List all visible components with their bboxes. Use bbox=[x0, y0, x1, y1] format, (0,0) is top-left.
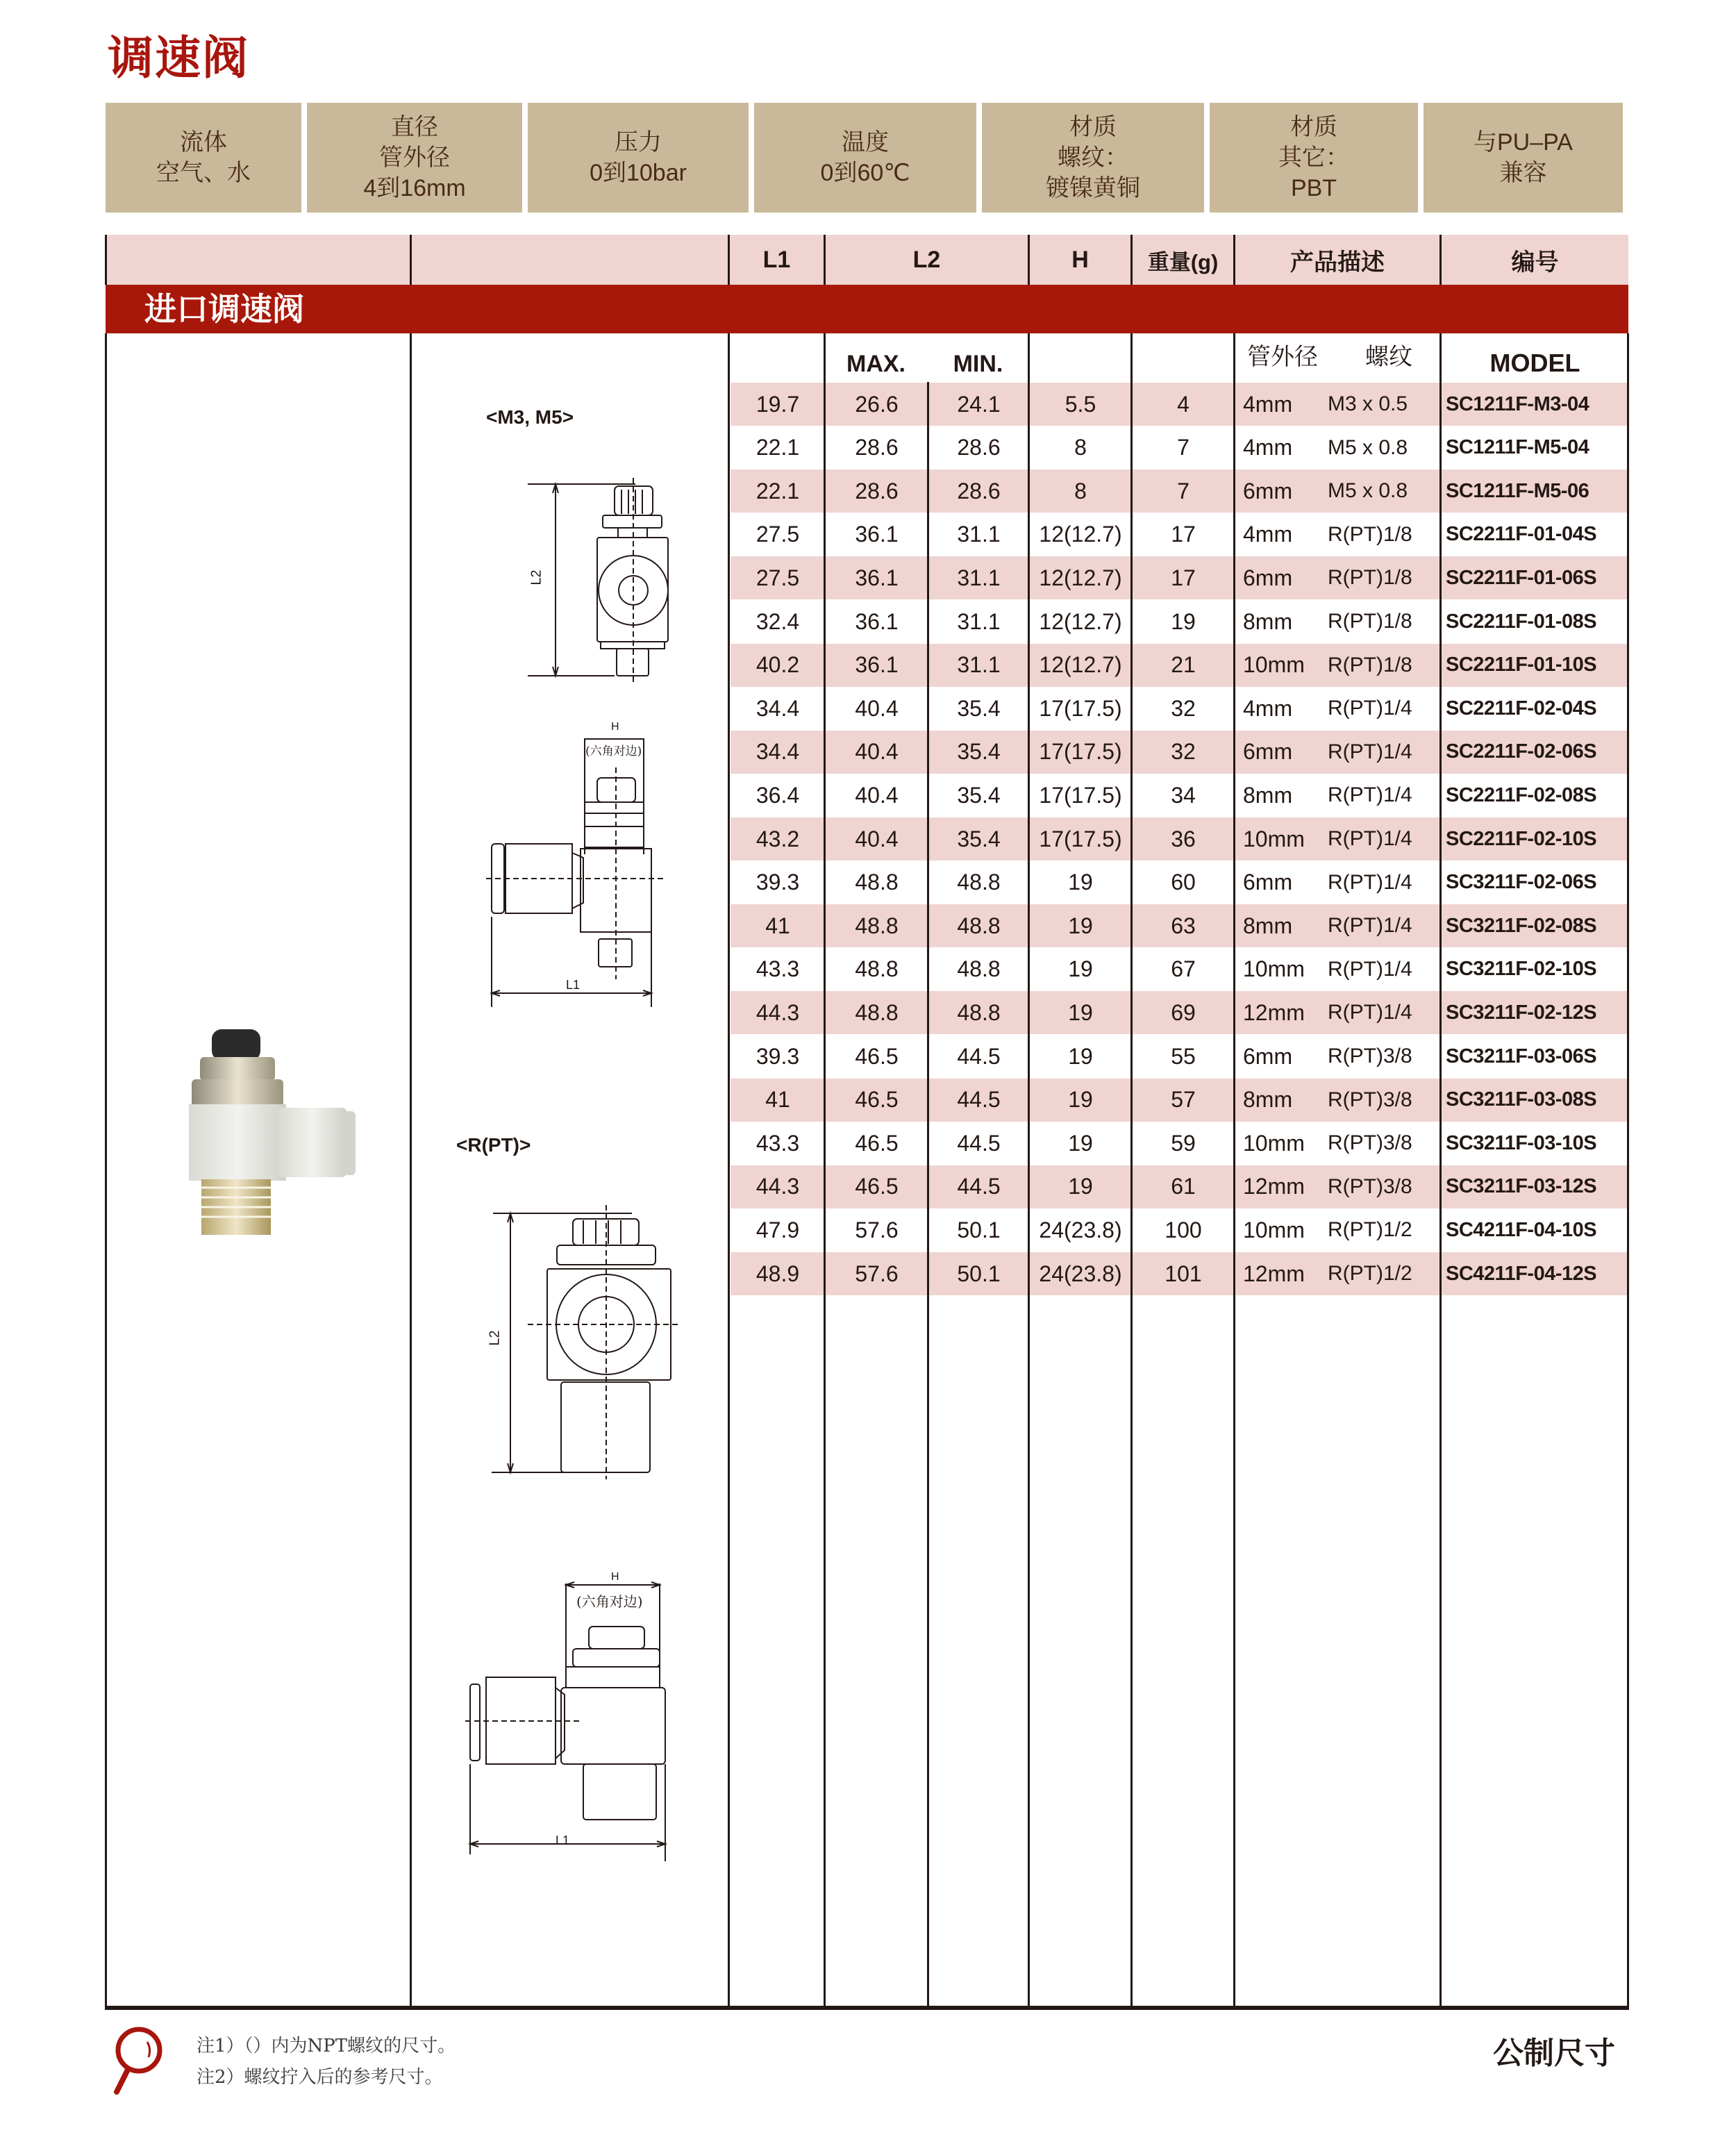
cell-l1: 22.1 bbox=[756, 478, 800, 504]
cell-l2-min: 44.5 bbox=[957, 1174, 1001, 1199]
spec-diameter bbox=[307, 103, 522, 213]
cell-l2-min: 44.5 bbox=[957, 1130, 1001, 1156]
cell-thread: M5 x 0.8 bbox=[1328, 479, 1408, 503]
cell-model: SC2211F-02-06S bbox=[1446, 740, 1597, 763]
cell-l2-min: 50.1 bbox=[957, 1217, 1001, 1242]
section-title: 进口调速阀 bbox=[144, 291, 304, 327]
product-photo bbox=[146, 1014, 382, 1250]
cell-l2-max: 40.4 bbox=[855, 782, 899, 808]
cell-h: 19 bbox=[1068, 1087, 1093, 1113]
cell-l2-min: 35.4 bbox=[957, 739, 1001, 765]
cell-h: 12(12.7) bbox=[1039, 565, 1122, 590]
spec-compatibility bbox=[1424, 103, 1623, 213]
cell-h: 19 bbox=[1068, 956, 1093, 982]
cell-l2-max: 57.6 bbox=[855, 1217, 899, 1242]
cell-l1: 39.3 bbox=[756, 870, 800, 895]
grid-line bbox=[105, 333, 107, 2009]
table-row bbox=[731, 1208, 1628, 1252]
page-title: 调速阀 bbox=[108, 32, 249, 83]
table-row bbox=[731, 948, 1628, 991]
cell-l1: 43.2 bbox=[756, 826, 800, 851]
cell-l2-max: 40.4 bbox=[855, 695, 899, 721]
cell-l2-max: 48.8 bbox=[855, 913, 899, 938]
spec-summary bbox=[106, 103, 1623, 213]
cell-weight: 34 bbox=[1171, 782, 1196, 808]
dim-h-label: H bbox=[611, 721, 619, 733]
grid-line bbox=[1233, 235, 1235, 285]
cell-model: SC2211F-01-04S bbox=[1446, 523, 1597, 546]
table-bottom-border bbox=[105, 2006, 1629, 2010]
table-row bbox=[731, 904, 1628, 947]
cell-thread: R(PT)1/8 bbox=[1328, 566, 1412, 590]
footnote-2: 注2）螺纹拧入后的参考尺寸。 bbox=[197, 2067, 443, 2088]
cell-model: SC3211F-03-08S bbox=[1446, 1088, 1597, 1111]
grid-line bbox=[410, 333, 412, 2009]
grid-line bbox=[728, 333, 730, 2009]
cell-l2-min: 48.8 bbox=[957, 913, 1001, 938]
header-cell-image bbox=[106, 235, 410, 285]
cell-thread: R(PT)3/8 bbox=[1328, 1088, 1412, 1111]
spec-value: 兼容 bbox=[1499, 160, 1547, 186]
header-code: 编号 bbox=[1442, 235, 1628, 285]
cell-tube-od: 10mm bbox=[1243, 956, 1305, 982]
cell-l1: 34.4 bbox=[756, 695, 800, 721]
spec-value: PBT bbox=[1290, 175, 1337, 201]
cell-thread: R(PT)1/4 bbox=[1328, 783, 1412, 807]
grid-line bbox=[1439, 235, 1442, 285]
cell-model: SC3211F-02-06S bbox=[1446, 871, 1597, 894]
cell-l2-max: 48.8 bbox=[855, 999, 899, 1025]
cell-l2-min: 48.8 bbox=[957, 870, 1001, 895]
cell-weight: 61 bbox=[1171, 1174, 1196, 1199]
cell-model: SC4211F-04-12S bbox=[1446, 1262, 1597, 1285]
spec-label: 材质 bbox=[1290, 114, 1337, 140]
dim-l1-label-r: L1 bbox=[556, 1834, 570, 1847]
grid-line bbox=[1028, 235, 1030, 285]
cell-thread: M3 x 0.5 bbox=[1328, 392, 1408, 415]
grid-line bbox=[824, 235, 826, 285]
header-l2: L2 bbox=[826, 235, 1028, 285]
cell-model: SC2211F-02-04S bbox=[1446, 697, 1597, 720]
cell-weight: 36 bbox=[1171, 826, 1196, 851]
cell-weight: 69 bbox=[1171, 999, 1196, 1025]
units-label: 公制尺寸 bbox=[1493, 2036, 1615, 2070]
cell-l1: 43.3 bbox=[756, 956, 800, 982]
cell-tube-od: 4mm bbox=[1243, 522, 1293, 547]
cell-h: 12(12.7) bbox=[1039, 652, 1122, 678]
cell-l2-min: 48.8 bbox=[957, 999, 1001, 1025]
cell-thread: R(PT)1/4 bbox=[1328, 1001, 1412, 1024]
magnifier-icon bbox=[111, 2021, 167, 2097]
cell-model: SC3211F-03-06S bbox=[1446, 1045, 1597, 1067]
grid-line bbox=[1439, 333, 1442, 2009]
grid-line bbox=[1130, 333, 1133, 2009]
cell-weight: 17 bbox=[1171, 565, 1196, 590]
spec-value: 空气、水 bbox=[156, 160, 251, 186]
table-row bbox=[731, 991, 1628, 1034]
cell-tube-od: 10mm bbox=[1243, 826, 1305, 851]
cell-l2-min: 35.4 bbox=[957, 695, 1001, 721]
table-row bbox=[731, 1079, 1628, 1122]
cell-l2-max: 57.6 bbox=[855, 1261, 899, 1286]
table-row bbox=[731, 731, 1628, 774]
table-row bbox=[731, 513, 1628, 556]
spec-pressure bbox=[528, 103, 749, 213]
cell-tube-od: 4mm bbox=[1243, 695, 1293, 721]
dim-h-label-r: H bbox=[611, 1571, 619, 1583]
cell-tube-od: 8mm bbox=[1243, 608, 1293, 634]
cell-tube-od: 6mm bbox=[1243, 565, 1293, 590]
table-row bbox=[731, 861, 1628, 904]
table-row bbox=[731, 600, 1628, 643]
cell-l1: 44.3 bbox=[756, 999, 800, 1025]
spec-label: 温度 bbox=[842, 129, 889, 156]
cell-l1: 47.9 bbox=[756, 1217, 800, 1242]
grid-line bbox=[1130, 235, 1133, 285]
spec-label: 与PU–PA bbox=[1474, 129, 1573, 156]
cell-thread: R(PT)3/8 bbox=[1328, 1131, 1412, 1155]
spec-temperature bbox=[754, 103, 976, 213]
cell-weight: 32 bbox=[1171, 739, 1196, 765]
cell-h: 19 bbox=[1068, 999, 1093, 1025]
table-row bbox=[731, 1252, 1628, 1295]
cell-h: 17(17.5) bbox=[1039, 739, 1122, 765]
table-row bbox=[731, 556, 1628, 599]
header-l1: L1 bbox=[730, 235, 824, 285]
cell-model: SC2211F-01-10S bbox=[1446, 654, 1597, 676]
cell-h: 17(17.5) bbox=[1039, 782, 1122, 808]
cell-tube-od: 12mm bbox=[1243, 1261, 1305, 1286]
cell-weight: 57 bbox=[1171, 1087, 1196, 1113]
cell-tube-od: 4mm bbox=[1243, 435, 1293, 460]
cell-l2-max: 28.6 bbox=[855, 478, 899, 504]
cell-l2-min: 44.5 bbox=[957, 1087, 1001, 1113]
cell-weight: 101 bbox=[1165, 1261, 1202, 1286]
cell-l2-max: 36.1 bbox=[855, 608, 899, 634]
cell-h: 17(17.5) bbox=[1039, 826, 1122, 851]
cell-weight: 17 bbox=[1171, 522, 1196, 547]
cell-l2-min: 28.6 bbox=[957, 435, 1001, 460]
cell-model: SC3211F-02-10S bbox=[1446, 958, 1597, 981]
cell-l2-max: 48.8 bbox=[855, 870, 899, 895]
cell-l2-min: 31.1 bbox=[957, 608, 1001, 634]
cell-h: 12(12.7) bbox=[1039, 522, 1122, 547]
table-row bbox=[731, 1165, 1628, 1208]
spec-material-other bbox=[1210, 103, 1418, 213]
r-series-side-drawing bbox=[455, 1577, 691, 1882]
cell-thread: R(PT)1/4 bbox=[1328, 957, 1412, 981]
cell-model: SC3211F-03-10S bbox=[1446, 1131, 1597, 1154]
spec-value: 0到10bar bbox=[590, 160, 687, 186]
cell-tube-od: 8mm bbox=[1243, 1087, 1293, 1113]
cell-thread: R(PT)1/2 bbox=[1328, 1262, 1412, 1285]
cell-model: SC4211F-04-10S bbox=[1446, 1218, 1597, 1241]
cell-l2-min: 50.1 bbox=[957, 1261, 1001, 1286]
cell-model: SC2211F-01-06S bbox=[1446, 566, 1597, 589]
header-description: 产品描述 bbox=[1235, 235, 1439, 285]
cell-l2-min: 35.4 bbox=[957, 782, 1001, 808]
cell-model: SC1211F-M3-04 bbox=[1446, 392, 1589, 415]
subheader-max: MAX. bbox=[846, 351, 905, 377]
cell-l2-min: 24.1 bbox=[957, 391, 1001, 417]
cell-l2-max: 36.1 bbox=[855, 652, 899, 678]
header-cell-drawing bbox=[412, 235, 728, 285]
spec-sublabel: 螺纹： bbox=[1058, 144, 1128, 171]
cell-thread: R(PT)1/2 bbox=[1328, 1218, 1412, 1242]
cell-thread: R(PT)3/8 bbox=[1328, 1045, 1412, 1067]
cell-l2-min: 31.1 bbox=[957, 652, 1001, 678]
spec-label: 材质 bbox=[1069, 114, 1117, 140]
subheader-tube-od: 管外径 bbox=[1247, 344, 1318, 370]
cell-model: SC3211F-03-12S bbox=[1446, 1175, 1597, 1198]
cell-thread: R(PT)1/8 bbox=[1328, 610, 1412, 633]
dim-l2-label: L2 bbox=[528, 570, 544, 585]
cell-tube-od: 10mm bbox=[1243, 652, 1305, 678]
grid-line bbox=[105, 235, 107, 285]
cell-h: 8 bbox=[1074, 435, 1087, 460]
grid-line bbox=[824, 333, 826, 2009]
cell-thread: R(PT)1/8 bbox=[1328, 653, 1412, 676]
cell-l2-max: 46.5 bbox=[855, 1043, 899, 1069]
cell-h: 17(17.5) bbox=[1039, 695, 1122, 721]
cell-l1: 32.4 bbox=[756, 608, 800, 634]
cell-l2-min: 31.1 bbox=[957, 565, 1001, 590]
table-row bbox=[731, 687, 1628, 730]
cell-model: SC3211F-02-12S bbox=[1446, 1001, 1597, 1024]
grid-line bbox=[728, 235, 730, 285]
cell-h: 24(23.8) bbox=[1039, 1217, 1122, 1242]
subheader-model: MODEL bbox=[1489, 349, 1580, 377]
m-series-side-drawing bbox=[479, 736, 687, 1021]
table-row bbox=[731, 383, 1628, 426]
header-h: H bbox=[1030, 235, 1130, 285]
cell-tube-od: 6mm bbox=[1243, 870, 1293, 895]
cell-thread: R(PT)1/8 bbox=[1328, 522, 1412, 546]
spec-label: 压力 bbox=[615, 129, 662, 156]
hex-note-r: (六角对边) bbox=[576, 1593, 643, 1610]
cell-weight: 19 bbox=[1171, 608, 1196, 634]
cell-l1: 48.9 bbox=[756, 1261, 800, 1286]
cell-weight: 55 bbox=[1171, 1043, 1196, 1069]
grid-line bbox=[1627, 333, 1629, 2009]
cell-tube-od: 8mm bbox=[1243, 913, 1293, 938]
spec-label: 流体 bbox=[180, 129, 227, 156]
cell-weight: 100 bbox=[1165, 1217, 1202, 1242]
cell-tube-od: 12mm bbox=[1243, 1174, 1305, 1199]
table-row bbox=[731, 1035, 1628, 1078]
cell-h: 19 bbox=[1068, 1174, 1093, 1199]
cell-l2-max: 40.4 bbox=[855, 826, 899, 851]
cell-l2-max: 48.8 bbox=[855, 956, 899, 982]
r-series-label: <R(PT)> bbox=[456, 1134, 531, 1156]
cell-l2-max: 36.1 bbox=[855, 522, 899, 547]
cell-h: 12(12.7) bbox=[1039, 608, 1122, 634]
cell-model: SC3211F-02-08S bbox=[1446, 914, 1597, 937]
table-row bbox=[731, 817, 1628, 861]
spec-value: 4到16mm bbox=[363, 175, 466, 201]
cell-l2-min: 31.1 bbox=[957, 522, 1001, 547]
cell-h: 19 bbox=[1068, 1130, 1093, 1156]
cell-l1: 34.4 bbox=[756, 739, 800, 765]
cell-tube-od: 10mm bbox=[1243, 1217, 1305, 1242]
subheader-thread: 螺纹 bbox=[1365, 344, 1412, 370]
cell-l2-max: 46.5 bbox=[855, 1174, 899, 1199]
cell-l2-min: 35.4 bbox=[957, 826, 1001, 851]
cell-l1: 27.5 bbox=[756, 565, 800, 590]
table-row bbox=[731, 426, 1628, 469]
header-weight: 重量(g) bbox=[1133, 235, 1233, 285]
cell-weight: 60 bbox=[1171, 870, 1196, 895]
cell-tube-od: 6mm bbox=[1243, 478, 1293, 504]
spec-material-thread bbox=[982, 103, 1204, 213]
cell-l2-max: 28.6 bbox=[855, 435, 899, 460]
cell-l1: 41 bbox=[765, 913, 790, 938]
cell-l1: 40.2 bbox=[756, 652, 800, 678]
cell-weight: 59 bbox=[1171, 1130, 1196, 1156]
r-series-front-drawing bbox=[479, 1205, 701, 1483]
cell-tube-od: 8mm bbox=[1243, 782, 1293, 808]
cell-l2-max: 36.1 bbox=[855, 565, 899, 590]
cell-tube-od: 6mm bbox=[1243, 1043, 1293, 1069]
cell-weight: 7 bbox=[1177, 435, 1190, 460]
footnote-1: 注1）（）内为NPT螺纹的尺寸。 bbox=[197, 2036, 456, 2056]
cell-l1: 22.1 bbox=[756, 435, 800, 460]
cell-l2-min: 48.8 bbox=[957, 956, 1001, 982]
grid-line bbox=[410, 235, 412, 285]
cell-l2-min: 28.6 bbox=[957, 478, 1001, 504]
cell-l1: 39.3 bbox=[756, 1043, 800, 1069]
cell-l2-max: 40.4 bbox=[855, 739, 899, 765]
cell-l2-max: 46.5 bbox=[855, 1087, 899, 1113]
cell-weight: 7 bbox=[1177, 478, 1190, 504]
table-row bbox=[731, 469, 1628, 513]
cell-h: 19 bbox=[1068, 1043, 1093, 1069]
spec-sublabel: 管外径 bbox=[379, 144, 450, 171]
cell-weight: 63 bbox=[1171, 913, 1196, 938]
spec-label: 直径 bbox=[391, 114, 438, 140]
cell-l1: 27.5 bbox=[756, 522, 800, 547]
cell-l1: 19.7 bbox=[756, 391, 800, 417]
cell-h: 8 bbox=[1074, 478, 1087, 504]
cell-h: 19 bbox=[1068, 913, 1093, 938]
cell-thread: R(PT)1/4 bbox=[1328, 870, 1412, 894]
grid-line bbox=[1233, 333, 1235, 2009]
subheader-min: MIN. bbox=[953, 351, 1003, 377]
cell-h: 5.5 bbox=[1065, 391, 1096, 417]
cell-weight: 32 bbox=[1171, 695, 1196, 721]
m-series-label: <M3, M5> bbox=[486, 406, 574, 428]
cell-thread: M5 x 0.8 bbox=[1328, 435, 1408, 459]
cell-tube-od: 12mm bbox=[1243, 999, 1305, 1025]
spec-sublabel: 其它： bbox=[1278, 144, 1349, 171]
cell-model: SC2211F-02-10S bbox=[1446, 827, 1597, 850]
cell-thread: R(PT)1/4 bbox=[1328, 740, 1412, 763]
table-row bbox=[731, 644, 1628, 687]
cell-h: 19 bbox=[1068, 870, 1093, 895]
hex-note: (六角对边) bbox=[585, 745, 642, 758]
cell-model: SC1211F-M5-06 bbox=[1446, 479, 1589, 502]
table-row bbox=[731, 774, 1628, 817]
spec-fluid bbox=[106, 103, 301, 213]
cell-model: SC2211F-02-08S bbox=[1446, 783, 1597, 806]
cell-l1: 41 bbox=[765, 1087, 790, 1113]
cell-weight: 67 bbox=[1171, 956, 1196, 982]
cell-l1: 36.4 bbox=[756, 782, 800, 808]
cell-h: 24(23.8) bbox=[1039, 1261, 1122, 1286]
cell-model: SC2211F-01-08S bbox=[1446, 610, 1597, 633]
spec-value: 0到60℃ bbox=[820, 160, 910, 186]
grid-line bbox=[927, 382, 929, 2009]
cell-thread: R(PT)3/8 bbox=[1328, 1174, 1412, 1198]
section-band bbox=[106, 285, 1628, 333]
cell-tube-od: 10mm bbox=[1243, 1130, 1305, 1156]
cell-tube-od: 4mm bbox=[1243, 391, 1293, 417]
cell-tube-od: 6mm bbox=[1243, 739, 1293, 765]
grid-line bbox=[1028, 333, 1030, 2009]
cell-weight: 4 bbox=[1177, 391, 1190, 417]
cell-l2-max: 46.5 bbox=[855, 1130, 899, 1156]
table-row bbox=[731, 1122, 1628, 1165]
cell-l2-min: 44.5 bbox=[957, 1043, 1001, 1069]
cell-thread: R(PT)1/4 bbox=[1328, 914, 1412, 938]
cell-thread: R(PT)1/4 bbox=[1328, 827, 1412, 850]
spec-value: 镀镍黄铜 bbox=[1046, 175, 1140, 201]
dim-l2-label-r: L2 bbox=[487, 1330, 503, 1346]
cell-l1: 43.3 bbox=[756, 1130, 800, 1156]
dim-l1-label: L1 bbox=[566, 978, 581, 992]
cell-l1: 44.3 bbox=[756, 1174, 800, 1199]
cell-l2-max: 26.6 bbox=[855, 391, 899, 417]
cell-thread: R(PT)1/4 bbox=[1328, 697, 1412, 720]
cell-weight: 21 bbox=[1171, 652, 1196, 678]
cell-model: SC1211F-M5-04 bbox=[1446, 436, 1589, 459]
